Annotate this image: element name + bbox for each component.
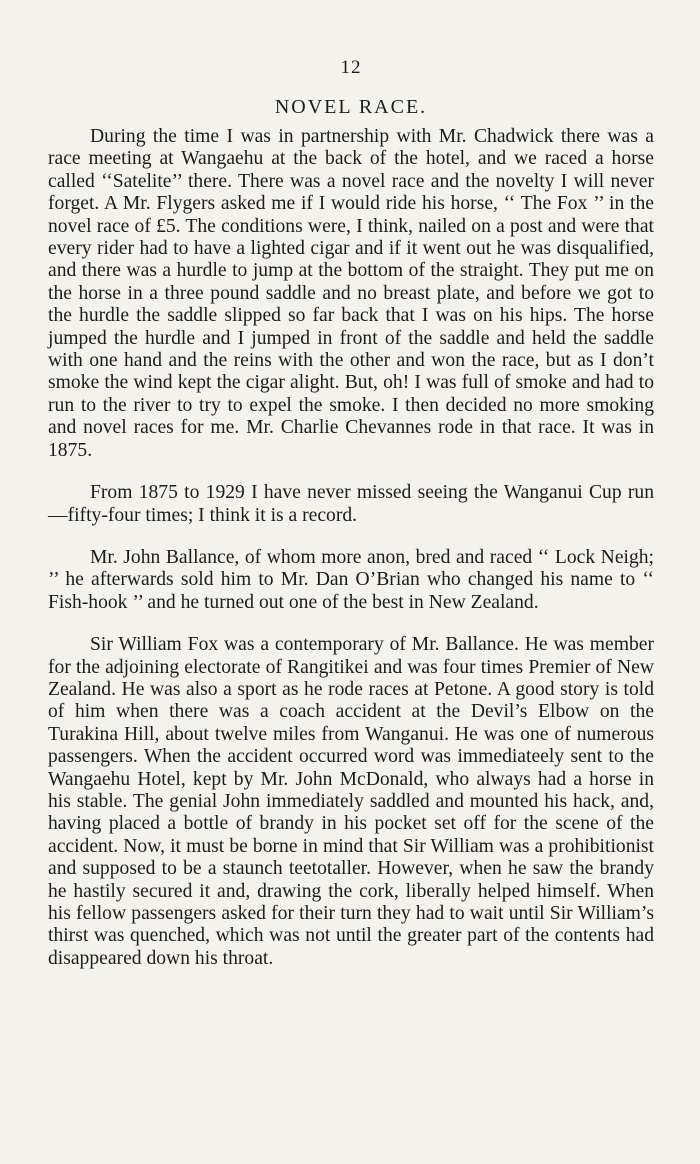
page-number: 12 [340,57,362,78]
paragraph-wanganui-cup: From 1875 to 1929 I have never missed seeing the Wanganui Cup run—fifty-four times; I think it is a record. [48,482,654,526]
paragraph-john-ballance: Mr. John Ballance, of whom more anon, bred and raced ‘‘ Lock Neigh; ’’ he afterwards sold him to Mr. Dan O’Brian who changed his name to ‘‘ Fish-hook ’’ and he turned out one of the best in New Zealand. [48,546,654,613]
chapter-title: NOVEL RACE. [274,96,428,118]
book-page [48,56,654,970]
paragraph-william-fox: Sir William Fox was a contemporary of Mr. Ballance. He was member for the adjoining electorate of Rangitikei and was four times Premier of New Zealand. He was also a sport as he rode races at Petone. A good story is told of him when there was a coach accident at the Devil’s Elbow on the Turakina Hill, about twelve miles from Wanganui. He was one of numerous passengers. When the accident occurred word was immediateely sent to the Wangaehu Hotel, kept by Mr. John McDonald, who always had a horse in his stable. The genial John immediately saddled and mounted his hack, and, having placed a bottle of brandy in his pocket set off for the scene of the accident. Now, it must be borne in mind that Sir William was a prohibitionist and supposed to be a staunch teetotaller. However, when he saw the brandy he hastily secured it and, drawing the cork, liberally helped himself. When his fellow passengers asked for their turn they had to wait until Sir William’s thirst was quenched, which was not until the greater part of the contents had disappeared down his throat. [48,634,654,969]
paragraph-novel-race: During the time I was in partnership with Mr. Chadwick there was a race meeting at Wangaehu at the back of the hotel, and we raced a horse called ‘‘Satelite’’ there. There was a novel race and the novelty I will never forget. A Mr. Flygers asked me if I would ride his horse, ‘‘ The Fox ’’ in the novel race of £5. The conditions were, I think, nailed on a post and were that every rider had to have a lighted cigar and if it went out he was disqualified, and there was a hurdle to jump at the bottom of the straight. They put me on the horse in a three pound saddle and no breast plate, and before we got to the hurdle the saddle slipped so far back that I was on his hips. The horse jumped the hurdle and I jumped in front of the saddle and held the saddle with one hand and the reins with the other and won the race, but as I don’t smoke the wind kept the cigar alight. But, oh! I was full of smoke and had to run to the river to try to expel the smoke. I then decided no more smoking and novel races for me. Mr. Charlie Chevannes rode in that race. It was in 1875. [48,126,654,461]
